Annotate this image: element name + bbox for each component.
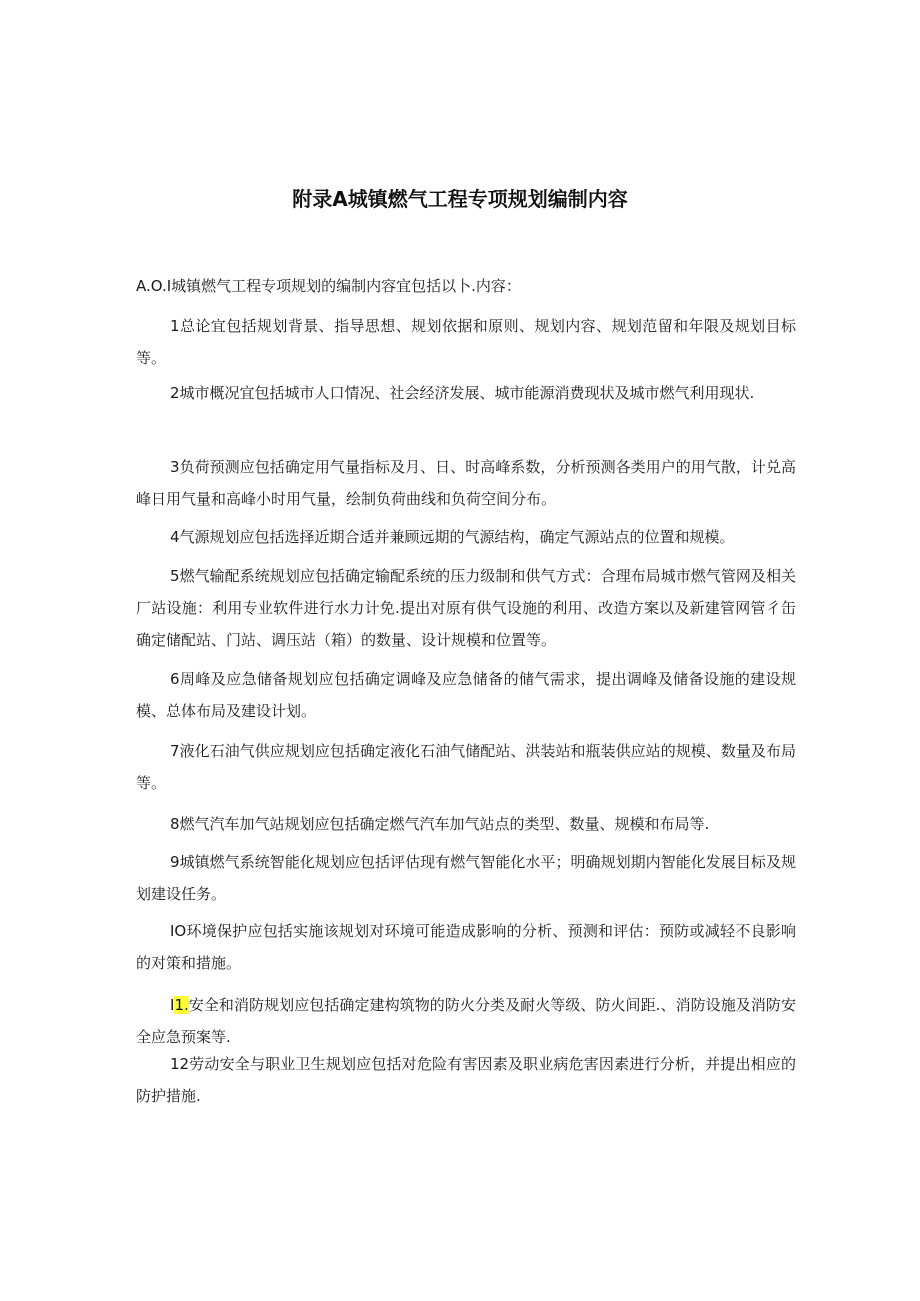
item-11-prefix: I — [170, 996, 175, 1014]
item-10: IO环境保护应包括实施该规划对环境可能造成影响的分析、预测和评估：预防或减轻不良影响的对策和措施。 — [136, 922, 796, 972]
item-5: 5燃气输配系统规划应包括确定输配系统的压力级制和供气方式：合理布局城市燃气管网及相关厂站设施：利用专业软件进行水力计免.提出对原有供气设施的利用、改造方案以及新建管网管彳缶确定储配站、门站、调压站（箱）的数量、设计规模和位置等。 — [136, 567, 796, 649]
item-3: 3负荷预测应包括确定用气量指标及月、日、时高峰系数，分析预测各类用户的用气散，计兑高峰日用气量和高峰小时用气量，绘制负荷曲线和负荷空间分布。 — [136, 458, 796, 508]
document-title: 附录A城镇燃气工程专项规划编制内容 — [292, 187, 628, 211]
item-2: 2城市概况宜包括城市人口情况、社会经济发展、城市能源消费现状及城市燃气利用现状. — [170, 384, 755, 402]
item-11-text: 安全和消防规划应包括确定建构筑物的防火分类及耐火等级、防火间距.、消防设施及消防安全应急预案等. — [136, 996, 796, 1046]
item-9: 9城镇燃气系统智能化规划应包括评估现有燃气智能化水平；明确规划期内智能化发展目标及规划建设任务。 — [136, 853, 796, 903]
item-8: 8燃气汽车加气站规划应包括确定燃气汽车加气站点的类型、数量、规模和布局等. — [170, 815, 710, 833]
item-1: 1总论宜包括规划背景、指导思想、规划依据和原则、规划内容、规划范留和年限及规划目标等。 — [136, 317, 796, 367]
item-4: 4气源规划应包括选择近期合适并兼顾远期的气源结构，确定气源站点的位置和规模。 — [170, 528, 735, 546]
item-12: 12劳动安全与职业卫生规划应包括对危险有害因素及职业病危害因素进行分析，并提出相应的防护措施. — [136, 1055, 796, 1105]
item-6: 6周峰及应急储备规划应包括确定调峰及应急储备的储气需求，提出调峰及储备设施的建设规模、总体布局及建设计划。 — [136, 670, 796, 720]
item-7: 7液化石油气供应规划应包括确定液化石油气储配站、洪装站和瓶装供应站的规模、数量及布局等。 — [136, 742, 796, 792]
item-11 — [136, 989, 796, 1053]
item-11-highlight: 1. — [174, 996, 189, 1014]
intro-paragraph: A.O.I城镇燃气工程专项规划的编制内容宜包括以卜.内容： — [136, 277, 521, 295]
